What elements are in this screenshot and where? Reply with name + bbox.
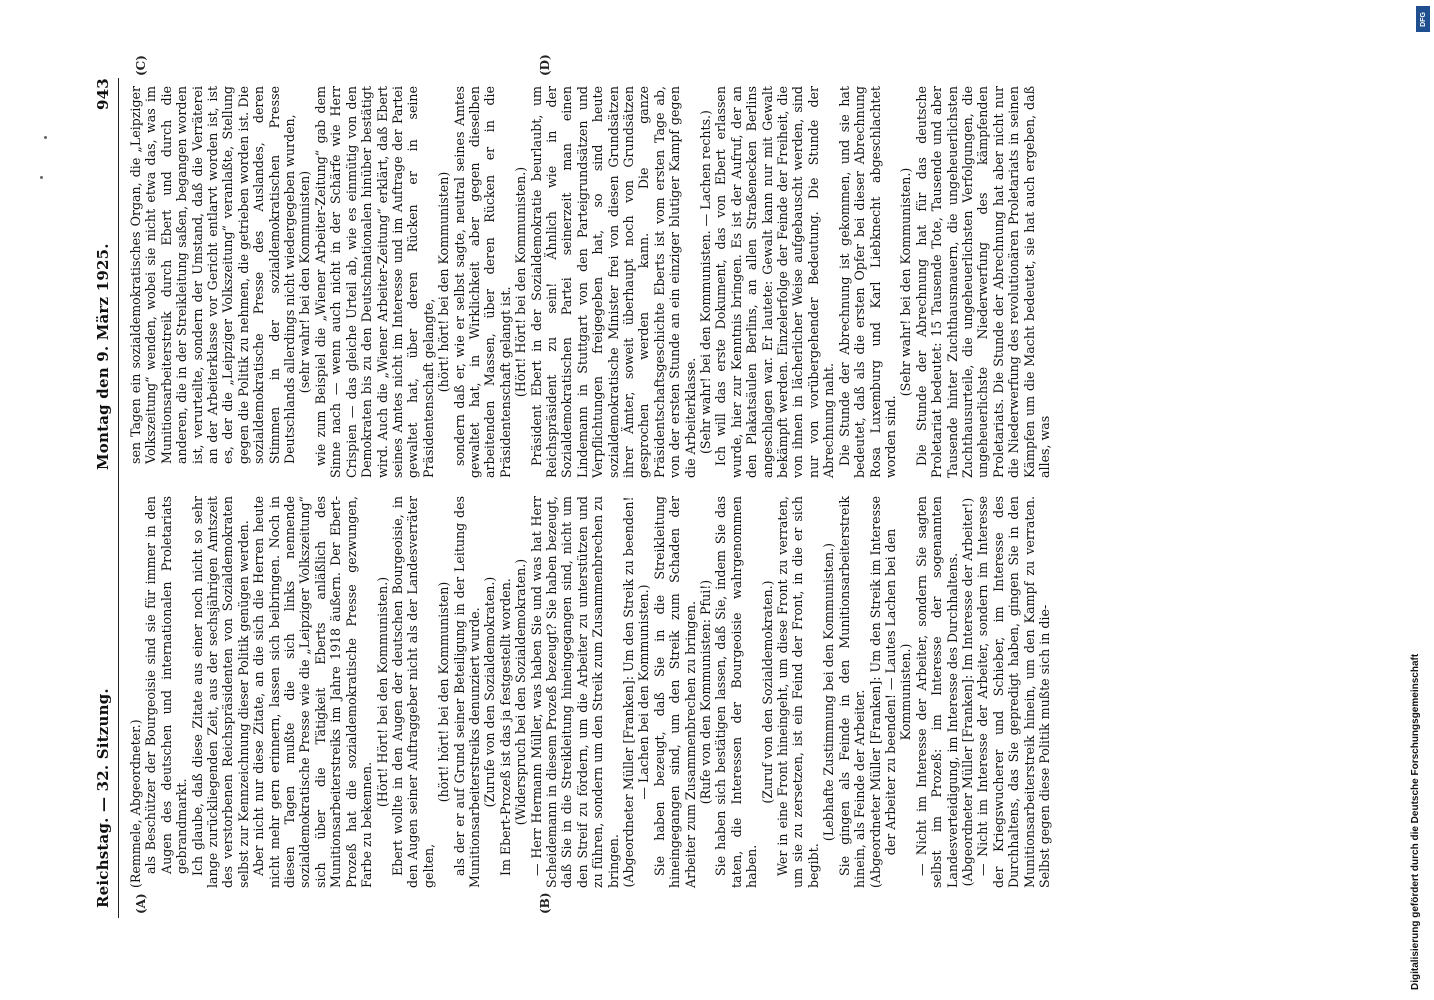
interjection: (Abgeordneter Müller [Franken]: Im Interesse der Arbeiter!) <box>959 497 975 887</box>
paragraph: Sie haben sich bestätigen lassen, daß Sie, indem Sie das taten, die Interessen der Bourgeoisie wahrgenommen haben. <box>713 496 760 888</box>
right-column <box>128 86 1052 478</box>
paragraph: sondern daß er, wie er selbst sagte, neutral seines Amtes gewaltet hat, in Wirklichkeit aber gegen dieselben arbeitenden Massen, über deren Rücken er in die Präsidentenschaft gelangt ist. <box>451 86 513 478</box>
margin-marker-c: (C) <box>134 55 148 76</box>
dfg-badge-text: DFG <box>1419 11 1427 27</box>
interjection: (hört! hört! bei den Kommunisten) <box>436 581 452 803</box>
interjection: (Lebhafte Zustimmung bei den Kommunisten.) <box>821 542 837 842</box>
interjection: (Sehr wahr! bei den Kommunisten. — Lachen rechts.) <box>698 110 714 454</box>
speaker-name: (Remmele, Abgeordneter.) <box>128 719 143 888</box>
paragraph: Ich glaube, daß diese Zitate aus einer noch nicht so sehr lange zurückliegenden Zeit, aus der sechsjährigen Amtszeit des verstorbenen Reichspräsidenten von Sozialdemokraten selbst zur Kennzeichnung dieser Politik genügen werden. <box>189 496 251 888</box>
digitization-credit <box>1408 0 1430 1000</box>
scan-speck <box>40 176 43 179</box>
interjection: (Widerspruch bei den Sozialdemokraten.) <box>513 558 529 826</box>
interjection: (Hört! Hört! bei den Kommunisten.) <box>374 576 390 808</box>
interjection: (sehr wahr! bei den Kommunisten) <box>297 170 313 394</box>
interjection: (Rufe von den Kommunisten: Pfui!) <box>698 579 714 805</box>
paragraph: Im Ebert-Prozeß ist das ja festgestellt worden. <box>497 578 513 876</box>
interjection: (Hört! Hört! bei den Kommunisten.) <box>513 166 529 398</box>
scanned-page <box>88 38 1052 918</box>
interjection: (Sehr wahr! bei den Kommunisten.) <box>898 167 914 397</box>
interjection: (Zurufe von den Sozialdemokraten.) <box>482 576 498 808</box>
paragraph: Ebert wollte in den Augen der deutschen Bourgeoisie, in den Augen seiner Auftraggeber nicht als der Landesverräter gelten, <box>389 496 436 888</box>
paragraph: Ich will das erste Dokument, das von Ebert erlassen wurde, hier zur Kenntnis bringen. Es ist der Aufruf, der an den Plakatsäulen Berlins, an allen Straßenecken Berlins angeschlagen war. Er lautete: Gewalt kann nur mit Gewalt bekämpft werden. Einzelerfolge der Feinde der Freiheit, die von ihnen in lächerlicher Weise aufgebauscht werden, sind nur von vorübergehender Bedeutung. Die Stunde der Abrechnung naht. <box>713 86 837 478</box>
paragraph: sen Tagen ein sozialdemokratisches Organ, die „Leipziger Volkszeitung“ wenden, wobei sie nicht etwa das, was im Munitionsarbeiterstreik durch Ebert und durch die anderen, die in der Streikleitung saßen, begangen worden ist, verurteilte, sondern der Umstand, daß die Verräterei an der Arbeiterklasse vor Gericht entlarvt worden ist, ist es, der die „Leipziger Volkszeitung“ veranlaßte, Stellung gegen die Politik zu nehmen, die getrieben worden ist. Die sozialdemokratische Presse des Auslandes, deren Stimmen in der sozialdemokratischen Presse Deutschlands allerdings nicht wiedergegeben wurden, <box>128 86 298 464</box>
paragraph: Wer in eine Front hineingeht, um diese Front zu verraten, um sie zu zersetzen, ist ein Feind der Front, in die er sich begibt. <box>775 496 821 888</box>
paragraph: Präsident Ebert in der Sozialdemokratie beurlaubt, um Reichspräsident zu sein! Ähnlich wie in der Sozialdemokratischen Partei seinerzeit man einen Lindemann in Stuttgart von den Parteigrundsätzen und Verpflichtungen freigegeben hat, so sind heute sozialdemokratische Minister frei von diesen Grundsätzen ihrer Ämter, soweit überhaupt noch von Grundsätzen gesprochen werden kann. Die ganze Präsidentschaftsgeschichte Eberts ist vom ersten Tage ab, von der ersten Stunde an ein einziger blutiger Kampf gegen die Arbeiterklasse. <box>528 86 698 478</box>
paragraph: als Beschützer der Bourgeoisie sind sie für immer in den Augen des deutschen und internationalen Proletariats gebrandmarkt. <box>143 496 190 874</box>
margin-marker-d: (D) <box>538 54 552 76</box>
credit-text: Digitalisierung gefördert durch die Deutsche Forschungsgemeinschaft <box>1410 653 1421 990</box>
left-column <box>128 496 1052 888</box>
interjection: (Abgeordneter Müller [Franken]: Um den Streik im Interesse der Arbeiter zu beenden! — Lautes Lachen bei den Kommunisten.) <box>867 496 914 888</box>
scan-speck <box>44 136 47 139</box>
margin-marker-b: (B) <box>538 892 552 914</box>
header-left: Reichstag. — 32. Sitzung. <box>94 688 112 908</box>
header-center: Montag den 9. März 1925. <box>94 243 112 470</box>
paragraph: Sie haben bezeugt, daß Sie in die Streikleitung hineingegangen sind, um den Streik zum Schaden der Arbeiter zum Zusammenbrechen zu bringen. <box>651 496 698 888</box>
paragraph: — Herr Hermann Müller, was haben Sie und was hat Herr Scheidemann in diesem Prozeß bezeugt? Sie haben bezeugt, daß Sie in die Streikleitung hineingegangen sind, nicht um den Streif zu fördern, um die Arbeiter zu unterstützen und zu führen, sondern um den Streik zum Zusammenbrechen zu bringen. <box>528 496 621 888</box>
margin-marker-a: (A) <box>134 893 148 914</box>
paragraph: — Nicht im Interesse der Arbeiter, sondern Sie sagten selbst im Prozeß: im Interesse der sogenannten Landesverteidigung, im Interesse des Durchhaltens. <box>913 496 960 888</box>
dfg-logo <box>1416 6 1430 32</box>
paragraph: Aber nicht nur diese Zitate, an die sich die Herren heute nicht mehr gern erinnern, lassen sich beibringen. Noch in diesen Tagen mußte die sich links nennende sozialdemokratische Presse wie die „Leipziger Volkszeitung“ sich über die Tätigkeit Eberts anläßlich des Munitionsarbeiterstreiks im Jahre 1918 äußern. Der Ebert-Prozeß hat die sozialdemokratische Presse gezwungen, Farbe zu bekennen. <box>251 496 375 888</box>
paragraph: Die Stunde der Abrechnung hat für das deutsche Proletariat bedeutet: 15 Tausende Tote, Tausende und aber Tausende hinter Zuchthausmauern, die ungeheuerlichsten Zuchthausurteile, die ungeheuerlichsten Verfolgungen, die ungeheuerlichste Niederwerfung des kämpfenden Proletariats. Die Stunde der Abrechnung hat aber nicht nur die Niederwerfung des revolutionären Proletariats in seinen Kämpfen um die Macht bedeutet, sie hat auch ergeben, daß alles, was <box>913 86 1052 478</box>
page-header <box>88 78 119 918</box>
interjection: (hört! hört! bei den Kommunisten) <box>436 171 452 393</box>
interjection: (Zuruf von den Sozialdemokraten.) <box>759 580 775 804</box>
paragraph: — Nicht im Interesse der Arbeiter, sondern im Interesse der Kriegswucherer und Schieber, im Interesse des Durchhaltens, das Sie gepredigt haben, gingen Sie in den Munitionsarbeiterstreik hinein, um den Kampf zu verraten. Selbst gegen diese Politik mußte sich in die- <box>975 496 1052 888</box>
paragraph: als der er auf Grund seiner Beteiligung in der Leitung des Munitionsarbeiterstreiks denunziert wurde. <box>451 496 482 888</box>
paragraph: Sie gingen als Feinde in den Munitionsarbeiterstreik hinein, als Feinde der Arbeiter. <box>836 496 868 888</box>
paragraph: wie zum Beispiel die „Wiener Arbeiter-Zeitung“ gab dem Sinne nach — wenn auch nicht in der Schärfe wie Herr Crispien — das gleiche Urteil ab, wie es einmütig von den Demokraten bis zu den Deutschnationalen hinüber bestätigt wird. Auch die „Wiener Arbeiter-Zeitung“ erklärt, daß Ebert seines Amtes nicht im Interesse und im Auftrage der Partei gewaltet hat, über deren Rücken er in seine Präsidentenschaft gelangte, <box>312 86 436 478</box>
page-number: 943 <box>94 78 112 110</box>
paragraph: Die Stunde der Abrechnung ist gekommen, und sie hat bedeutet, daß als die ersten Opfer bei dieser Abrechnung Rosa Luxemburg und Karl Liebknecht abgeschlachtet worden sind. <box>836 86 898 478</box>
interjection: (Abgeordneter Müller [Franken]: Um den Streik zu beenden! — Lachen bei den Kommunisten.) <box>621 496 652 888</box>
